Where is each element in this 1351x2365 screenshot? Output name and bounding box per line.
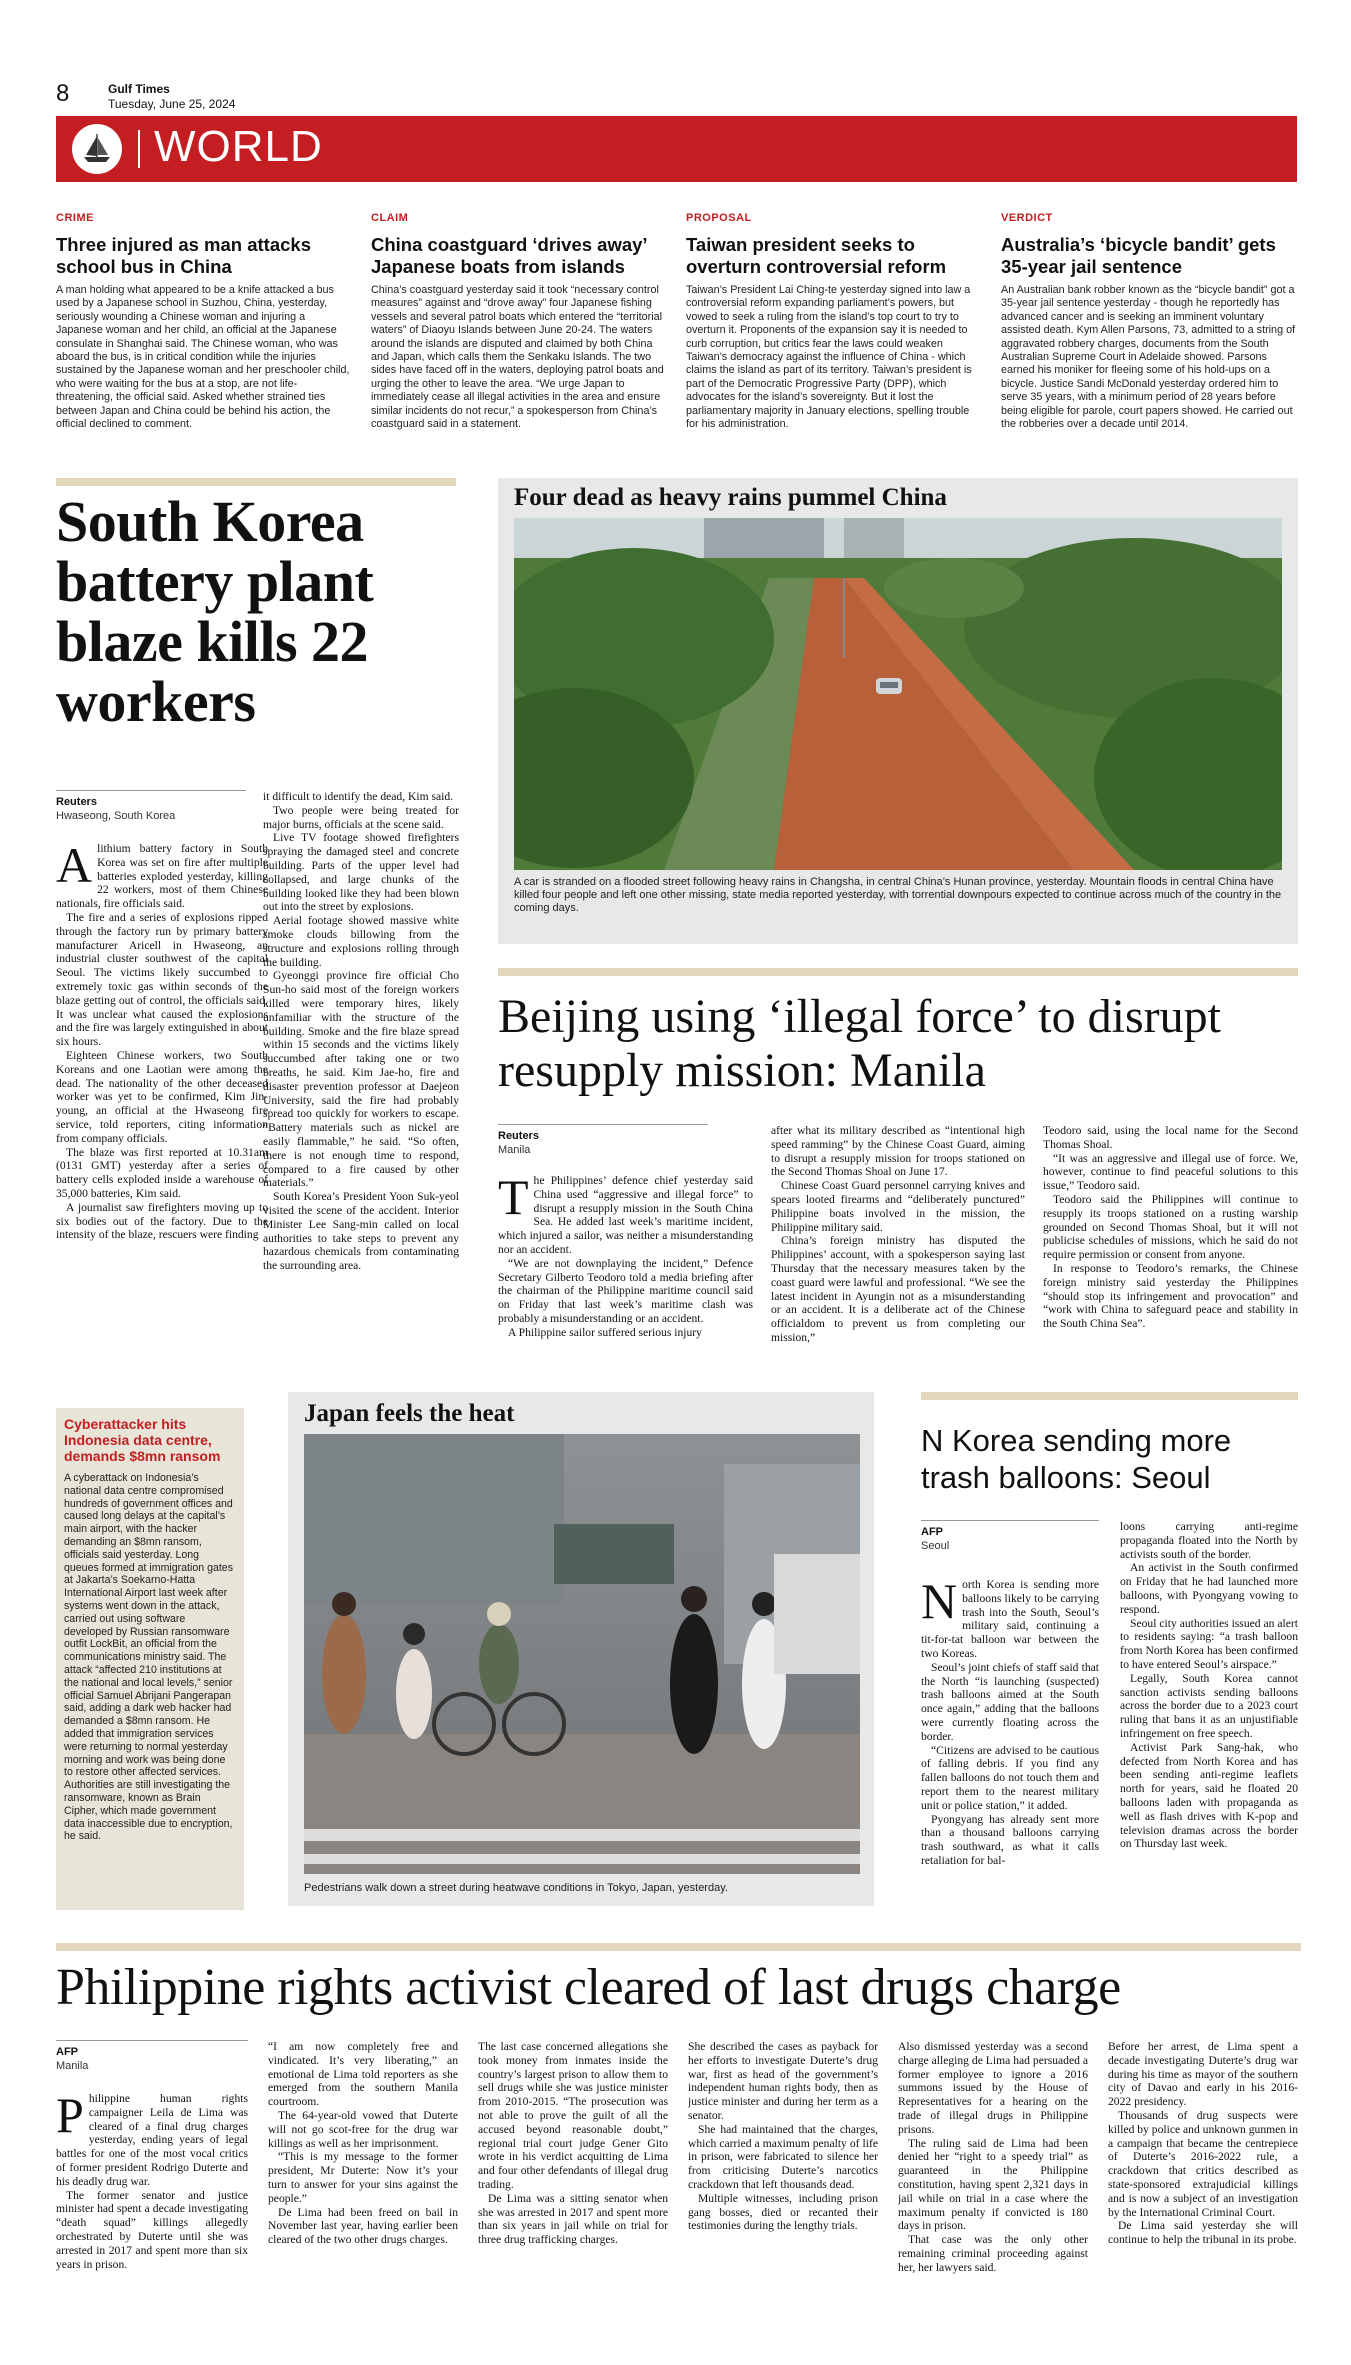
korea-dropcap: A	[56, 842, 93, 893]
paragraph: Gyeonggi province fire official Cho Sun-ho said most of the foreign workers killed were temporary hires, likely unfamiliar with the structure of the building. Smoke and the fire blaze spread within 15 seconds and the victims likely succumbed after taking one or two breaths, he said. Kim Jae-ho, fire and disaster prevention professor at Daejeon University, said the fire had probably spread too quickly for workers to escape. “Battery materials such as nickel are easily flammable,” he said. “So often, there is not enough time to respond, compared to a fire caused by other materials.”	[263, 969, 459, 1190]
paragraph: The 64-year-old vowed that Duterte will not go scot-free for the drug war killings as well as her imprisonment.	[268, 2108, 458, 2150]
brief-category: CLAIM	[371, 212, 409, 224]
paragraph: De Lima had been freed on bail in November last year, having earlier been cleared of the two other drugs charges.	[268, 2205, 458, 2247]
nk-column-2	[1120, 1520, 1298, 1908]
korea-dateline: Hwaseong, South Korea	[56, 810, 176, 822]
ph-column-5	[898, 2040, 1088, 2332]
flood-photo[interactable]	[514, 518, 1282, 870]
paragraph: An activist in the South confirmed on Friday that he had launched more balloons, with Pyongyang vowing to respond.	[1120, 1561, 1298, 1616]
dhow-boat-logo-icon	[72, 124, 122, 174]
china-flood-panel	[498, 478, 1298, 944]
paragraph: In response to Teodoro’s remarks, the Chinese foreign ministry said yesterday the Philippines “should stop its infringement and provocation” and “work with China to safeguard peace and stability in the South China Sea”.	[1043, 1261, 1298, 1331]
manila-headline[interactable]: Beijing using ‘illegal force’ to disrupt resupply mission: Manila	[498, 990, 1221, 1097]
paragraph: The fire and a series of explosions ripped through the factory run by primary battery manufacturer Aricell in Hwaseong, an industrial cluster southwest of the capital Seoul. The victims likely succumbed to extremely toxic gas within seconds of the blaze getting out of control, the officials said. It was unclear what caused the explosions and the fire was largely extinguished in about six hours.	[56, 910, 268, 1049]
ph-dateline: Manila	[56, 2060, 89, 2072]
paragraph: She described the cases as payback for her efforts to investigate Duterte’s drug war, first as head of the government’s independent human rights body, then as justice minister and during her term as a senator.	[688, 2040, 878, 2122]
brief-headline[interactable]: China coastguard ‘drives away’ Japanese boats from islands	[371, 234, 647, 277]
ph-agency: AFP	[56, 2046, 78, 2058]
brief-proposal	[686, 212, 982, 431]
manila-column-3	[1043, 1124, 1298, 1374]
paragraph: Teodoro said the Philippines will continue to resupply its troops stationed on a rusting warship grounded on Second Thomas Shoal, but it will not publicise schedules of missions, which he said do not require permission or consent from anyone.	[1043, 1192, 1298, 1262]
paragraph: after what its military described as “intentional high speed ramming” by the Chinese Coast Guard, aiming to disrupt a resupply mission for troops stationed on the Second Thomas Shoal on June 17.	[771, 1124, 1025, 1179]
korea-column-1	[56, 842, 268, 1380]
section-rule	[56, 478, 456, 486]
brief-body: China’s coastguard yesterday said it took “necessary control measures” against and “drove away” four Japanese fishing vessels and several patrol boats which entered the “territorial waters” of Diaoyu Islands between June 20-24. The waters around the islands are disputed and claimed by both China and Japan, which calls them the Senkaku Islands. The two sides have faced off in the waters, deploying patrol boats and urging the other to leave the area. “We urge Japan to immediately cease all illegal activities in the area and ensure similar incidents do not recur,” a spokesperson from China’s coastguard said in a statement.	[371, 284, 664, 431]
paragraph: Two people were being treated for major burns, officials at the scene said.	[263, 803, 459, 831]
paragraph: Pyongyang has already sent more than a thousand balloons carrying trash southward, as what it calls retaliation for bal-	[921, 1812, 1099, 1867]
paragraph: loons carrying anti-regime propaganda floated into the North by activists south of the border.	[1120, 1520, 1298, 1561]
ph-column-2	[268, 2040, 458, 2332]
paragraph: De Lima was a sitting senator when she was arrested in 2017 and spent more than six years in jail while on trial for three drug trafficking charges.	[478, 2191, 668, 2247]
paragraph: orth Korea is sending more balloons likely to be carrying trash into the South, Seoul’s military said, continuing a tit-for-tat balloon war between the two Koreas.	[921, 1578, 1099, 1660]
ph-column-4	[688, 2040, 878, 2332]
korea-column-2	[263, 790, 459, 1380]
ph-dropcap: P	[56, 2092, 84, 2143]
paragraph: lithium battery factory in South Korea was set on fire after multiple batteries exploded yesterday, killing 22 workers, most of them Chinese nationals, fire officials said.	[56, 842, 268, 911]
manila-column-1	[498, 1174, 753, 1374]
paragraph: “We are not downplaying the incident,” Defence Secretary Gilberto Teodoro told a media briefing after the chairman of the Philippine maritime council said on Friday that last week’s maritime clash was probably a misunderstanding or an accident.	[498, 1256, 753, 1325]
nk-column-1	[921, 1578, 1099, 1908]
paragraph: Live TV footage showed firefighters spraying the damaged steel and concrete building. Parts of the upper level had collapsed, and large chunks of the building looked like they had been blown out into the street by explosions.	[263, 831, 459, 914]
paragraph: Multiple witnesses, including prison gang bosses, died or recanted their testimonies during the lengthy trials.	[688, 2191, 878, 2233]
paragraph: Seoul city authorities issued an alert to residents saying: “a trash balloon from North Korea has been confirmed to have entered Seoul’s airspace.”	[1120, 1616, 1298, 1671]
philippine-headline[interactable]: Philippine rights activist cleared of last drugs charge	[56, 1959, 1121, 2016]
cyber-body: A cyberattack on Indonesia’s national data centre compromised hundreds of government offices and caused long delays at the capital’s main airport, with the hacker demanding an $8mn ransom, officials said yesterday. Long queues formed at immigration gates at Jakarta’s Soekarno-Hatta International Airport last week after systems went down in the attack, carried out using software developed by Russian ransomware outfit LockBit, an official from the communications ministry said. The attack “affected 210 institutions at the national and local levels,” senior official Samuel Abrijani Pangerapan said, adding a dark web hacker had demanded a $8mn ransom. He added that immigration services were returning to normal yesterday morning and work was being done to restore other affected services. Authorities are still investigating the ransomware, known as Brain Cipher, which made government data inaccessible due to encryption, he said.	[64, 1472, 233, 1843]
paragraph: “Citizens are advised to be cautious of falling debris. If you find any fallen balloons do not touch them and report them to the nearest military unit or police station,” it added.	[921, 1743, 1099, 1812]
japan-photo-caption: Pedestrians walk down a street during heatwave conditions in Tokyo, Japan, yesterday.	[304, 1882, 728, 1894]
ph-column-6	[1108, 2040, 1298, 2332]
nk-dropcap: N	[921, 1578, 958, 1629]
brief-verdict	[1001, 212, 1297, 431]
paragraph: A Philippine sailor suffered serious injury	[508, 1325, 702, 1339]
section-title: WORLD	[154, 122, 323, 171]
byline-rule	[56, 2040, 248, 2041]
paragraph: The last case concerned allegations she took money from inmates inside the country’s largest prison to allow them to sell drugs while she was justice minister from 2010-2015. “The prosecution was not able to prove the guilt of all the accused beyond reasonable doubt,” regional trial court judge Gener Gito wrote in his verdict acquitting de Lima and four other defendants of illegal drug trading.	[478, 2040, 668, 2191]
nk-headline[interactable]: N Korea sending more trash balloons: Seoul	[921, 1423, 1232, 1495]
paragraph: A journalist saw firefighters moving up to six bodies out of the factory. Due to the intensity of the blaze, rescuers were finding	[56, 1200, 268, 1242]
paragraph: Aerial footage showed massive white smoke clouds billowing from the structure and explosions rolling through the building.	[263, 914, 459, 969]
korea-headline[interactable]: South Korea battery plant blaze kills 22 workers	[56, 489, 374, 734]
paragraph: Thousands of drug suspects were killed by police and unknown gunmen in a campaign that became the centrepiece of Duterte’s 2016-2022 rule, a crackdown that critics described as state-sponsored extrajudicial killings and is now a subject of an investigation by the International Criminal Court.	[1108, 2108, 1298, 2219]
publication-name: Gulf Times	[108, 82, 170, 96]
byline-rule	[921, 1520, 1099, 1521]
paragraph: Legally, South Korea cannot sanction activists sending balloons across the border due to a 2023 court ruling that bans it as an unjustifiable infringement on free speech.	[1120, 1671, 1298, 1740]
brief-headline[interactable]: Taiwan president seeks to overturn controversial reform	[686, 234, 947, 277]
section-banner	[56, 116, 1297, 182]
publication-date: Tuesday, June 25, 2024	[108, 97, 236, 111]
section-rule	[921, 1392, 1298, 1400]
section-rule	[56, 1943, 1301, 1951]
japan-photo-title: Japan feels the heat	[304, 1400, 515, 1427]
brief-body: An Australian bank robber known as the “bicycle bandit” got a 35-year jail sentence yesterday - though he reportedly has advanced cancer and is seeking an imminent voluntary assisted death. Kym Allen Parsons, 73, admitted to a string of aggravated robbery charges, documents from the South Australian Supreme Court in Adelaide showed. Parsons earned his moniker for fleeing some of his hold-ups on a bicycle. Justice Sandi McDonald yesterday ordered him to serve 35 years, with a minimum period of 28 years before being eligible for parole, court papers showed. He carried out the robberies over a decade until 2014.	[1001, 284, 1296, 431]
brief-headline[interactable]: Three injured as man attacks school bus in China	[56, 234, 311, 277]
brief-crime	[56, 212, 352, 431]
paragraph: Also dismissed yesterday was a second charge alleging de Lima had persuaded a former employee to ignore a 2016 summons issued by the House of Representatives for a hearing on the trade of illegal drugs in Philippine prisons.	[898, 2040, 1088, 2136]
paragraph: it difficult to identify the dead, Kim said.	[263, 790, 454, 803]
paragraph: “I am now completely free and vindicated. It’s very liberating,” an emotional de Lima told reporters as she emerged from the southern Manila courtroom.	[268, 2040, 458, 2109]
byline-rule	[56, 790, 246, 791]
china-photo-caption: A car is stranded on a flooded street following heavy rains in Changsha, in central China’s Hunan province, yesterday. Mountain floods in central China have killed four people and left one other missing, state media reported yesterday, with torrential downpours expected to continue across much of the country in the coming days.	[514, 876, 1282, 914]
brief-headline[interactable]: Australia’s ‘bicycle bandit’ gets 35-year jail sentence	[1001, 234, 1276, 277]
page-number: 8	[56, 80, 70, 107]
brief-body: Taiwan’s President Lai Ching-te yesterday signed into law a controversial reform expanding parliament’s powers, but vowed to seek a ruling from the island’s top court to try to overturn it. Proponents of the expansion say it is needed to curb corruption, but critics fear the laws could weaken Taiwan’s democracy against the influence of China - which claims the island as part of its territory. Taiwan’s president is part of the Democratic Progressive Party (DPP), which advocates for the island’s sovereignty. But it lost the parliamentary majority in January elections, spelling trouble for his administration.	[686, 284, 972, 431]
paragraph: “This is my message to the former president, Mr Duterte: Now it’s your turn to answer for your sins against the people.”	[268, 2150, 458, 2205]
paragraph: Seoul’s joint chiefs of staff said that the North “is launching (suspected) trash balloons aimed at the South once again,” adding that the balloons were currently floating across the border.	[921, 1660, 1099, 1743]
banner-divider	[138, 130, 140, 168]
tokyo-heatwave-photo[interactable]	[304, 1434, 860, 1874]
paragraph: Before her arrest, de Lima spent a decade investigating Duterte’s drug war during his time as mayor of the southern city of Davao and early in his 2016-2022 presidency.	[1108, 2040, 1298, 2109]
nk-agency: AFP	[921, 1526, 943, 1538]
paragraph: Eighteen Chinese workers, two South Koreans and one Laotian were among the dead. The nationality of the other deceased worker was yet to be confirmed, Kim Jin-young, an official at the Hwaseong fire service, told reporters, citing information from company officials.	[56, 1048, 268, 1145]
japan-heat-panel	[288, 1392, 874, 1906]
section-rule	[498, 968, 1298, 976]
manila-column-2	[771, 1124, 1025, 1374]
manila-agency: Reuters	[498, 1130, 539, 1142]
paragraph: De Lima said yesterday she will continue to help the tribunal in its probe.	[1108, 2219, 1298, 2247]
paragraph: “It was an aggressive and illegal use of force. We, however, continue to find peaceful solutions to this issue,” Teodoro said.	[1043, 1151, 1298, 1193]
brief-claim	[371, 212, 667, 431]
cyber-headline[interactable]: Cyberattacker hits Indonesia data centre, demands $8mn ransom	[64, 1416, 221, 1464]
nk-dateline: Seoul	[921, 1540, 950, 1552]
manila-dateline: Manila	[498, 1144, 531, 1156]
paragraph: The former senator and justice minister had spent a decade investigating “death squad” killings allegedly orchestrated by Duterte until she was arrested in 2017 and spent more than six years in prison.	[56, 2188, 248, 2271]
paragraph: Teodoro said, using the local name for the Second Thomas Shoal.	[1043, 1124, 1298, 1151]
paragraph: hilippine human rights campaigner Leila de Lima was cleared of a final drug charges yesterday, ending years of legal battles for one of the most vocal critics of former president Rodrigo Duterte and his deadly drug war.	[56, 2092, 248, 2188]
paragraph: South Korea’s President Yoon Suk-yeol visited the scene of the accident. Interior Minister Lee Sang-min called on local authorities to take steps to prevent any hazardous chemicals from contaminating the surrounding area.	[263, 1190, 459, 1273]
paragraph: China’s foreign ministry has disputed the Philippines’ account, with a spokesperson saying last Thursday that the necessary measures taken by the coast guard were lawful and professional. “We see the latest incident in Ayungin not as a misunderstanding or an accident. It is a deliberate act of the Chinese officialdom to prevent us from completing our mission,”	[771, 1234, 1025, 1344]
brief-body: A man holding what appeared to be a knife attacked a bus used by a Japanese school in Suzhou, China, yesterday, seriously wounding a Chinese woman and injuring a Japanese woman and her child, an official at the Japanese consulate in Shanghai said. The Chinese woman, who was aboard the bus, is in critical condition while the injuries sustained by the Japanese woman and her preschooler child, who were waiting for the bus at a stop, are not life-threatening, the official said. Asked whether strained ties between Japan and China could be behind his action, the official declined to comment.	[56, 284, 350, 431]
paragraph: The ruling said de Lima had been denied her “right to a speedy trial” as guaranteed in the Philippine constitution, having spent 2,321 days in jail while on trial in a case where the maximum penalty if convicted is 180 days in prison.	[898, 2136, 1088, 2233]
brief-category: CRIME	[56, 212, 94, 224]
paragraph: She had maintained that the charges, which carried a maximum penalty of life in prison, were fabricated to silence her from criticising Duterte’s narcotics crackdown that left thousands dead.	[688, 2122, 878, 2191]
paragraph: That case was the only other remaining criminal proceeding against her, her lawyers said.	[898, 2233, 1088, 2274]
manila-dropcap: T	[498, 1174, 529, 1225]
brief-category: VERDICT	[1001, 212, 1053, 224]
byline-rule	[498, 1124, 708, 1125]
cyber-brief-box	[56, 1408, 244, 1910]
ph-column-1	[56, 2092, 248, 2332]
paragraph: Activist Park Sang-hak, who defected from North Korea and has been sending anti-regime leaflets north for years, said he floated 20 balloons laden with propaganda as well as flash drives with K-pop and television dramas across the border on Thursday last week.	[1120, 1740, 1298, 1851]
paragraph: he Philippines’ defence chief yesterday said China used “aggressive and illegal force” to disrupt a resupply mission in the South China Sea. He added last week’s maritime incident, which injured a sailor, was neither a misunderstanding nor an accident.	[498, 1174, 753, 1256]
korea-agency: Reuters	[56, 796, 97, 808]
china-photo-title: Four dead as heavy rains pummel China	[514, 484, 947, 511]
brief-category: PROPOSAL	[686, 212, 752, 224]
ph-column-3	[478, 2040, 668, 2332]
paragraph: Chinese Coast Guard personnel carrying knives and spears looted firearms and “deliberately punctured” Philippine boats involved in the mission, the Philippine military said.	[771, 1179, 1025, 1234]
paragraph: The blaze was first reported at 10.31am (0131 GMT) yesterday after a series of battery cells exploded inside a warehouse of 35,000 batteries, Kim said.	[56, 1145, 268, 1200]
